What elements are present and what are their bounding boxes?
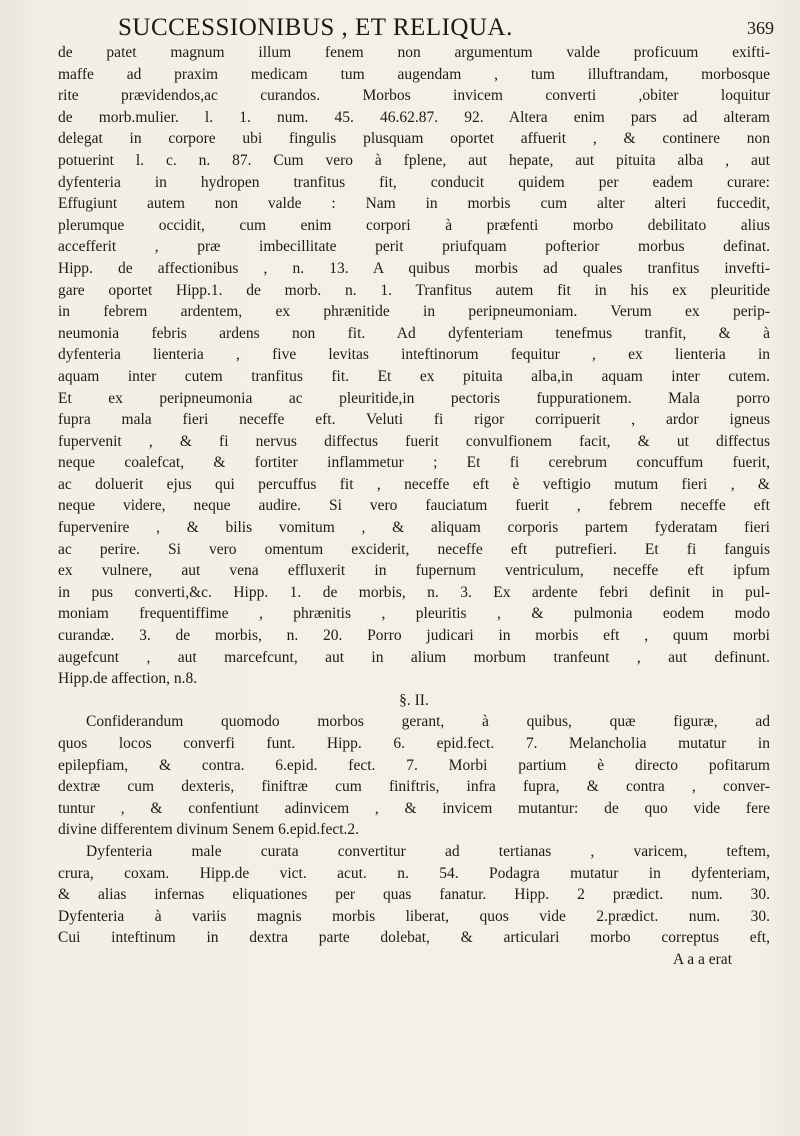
text-line: in febrem ardentem, ex phrænitide in peripneumoniam. Verum ex perip- (58, 303, 770, 321)
text-line: de morb.mulier. l. 1. num. 45. 46.62.87. 92. Altera enim pars ad alteram (58, 108, 770, 126)
text-line: accefferit , præ imbecillitate perit priufquam pofterior morbus definat. (58, 238, 770, 256)
text-line: crura, coxam. Hipp.de vict. acut. n. 54. Podagra mutatur in dyfenteriam, (58, 864, 770, 882)
running-head: SUCCESSIONIBUS , ET RELIQUA. (118, 14, 513, 41)
text-line: ac doluerit ejus qui percuffus fit , neceffe eft è veftigio mutum fieri , & (58, 475, 770, 493)
text-line: augefcunt , aut marcefcunt, aut in alium morbum tranfeunt , aut definunt. (58, 648, 770, 666)
text-line: maffe ad praxim medicam tum augendam , tum illuftrandam, morbosque (58, 65, 770, 83)
page-header (0, 8, 800, 42)
text-line: plerumque occidit, cum enim corpori à præfenti morbo debilitato alius (58, 216, 770, 234)
text-line: dextræ cum dexteris, finiftræ cum finiftris, infra fupra, & contra , conver- (58, 778, 770, 796)
body-text (58, 42, 770, 971)
text-line: moniam frequentiffime , phrænitis , pleuritis , & pulmonia eodem modo (58, 605, 770, 623)
text-line: epilepfiam, & contra. 6.epid. fect. 7. Morbi partium è directo pofitarum (58, 756, 770, 774)
text-line: neque videre, neque audire. Si vero fauciatum fuerit , febrem neceffe eft (58, 497, 770, 515)
text-line: ex vulnere, aut vena effluxerit in fupernum ventriculum, neceffe eft ipfum (58, 562, 770, 580)
text-line: fupervenit , & fi nervus diffectus fuerit convulfionem facit, & ut diffectus (58, 432, 770, 450)
text-line: delegat in corpore ubi fingulis plusquam oportet affuerit , & continere non (58, 130, 770, 148)
text-line: in pus converti,&c. Hipp. 1. de morbis, n. 3. Ex ardente febri definit in pul- (58, 583, 770, 601)
text-line: potuerint l. c. n. 87. Cum vero à fplene, aut hepate, aut pituita alba , aut (58, 151, 770, 169)
text-line: fupra mala fieri neceffe eft. Veluti fi rigor corripuerit , ardor igneus (58, 411, 770, 429)
text-line: divine differentem divinum Senem 6.epid.fect.2. (58, 821, 360, 839)
text-line: Hipp.de affection, n.8. (58, 670, 198, 688)
text-line: aquam inter cutem tranfitus fit. Et ex pituita alba,in aquam inter cutem. (58, 367, 770, 385)
text-line: Confiderandum quomodo morbos gerant, à quibus, quæ figuræ, ad (86, 713, 770, 731)
section-heading: §. II. (399, 691, 429, 709)
text-line: de patet magnum illum fenem non argumentum valde proficuum exifti- (58, 44, 770, 61)
text-line: Cui inteftinum in dextra parte dolebat, & articulari morbo correptus eft, (58, 929, 770, 947)
text-line: Dyfenteria à variis magnis morbis liberat, quos vide 2.prædict. num. 30. (58, 907, 770, 925)
text-line: gare oportet Hipp.1. de morb. n. 1. Tranfitus autem fit in his ex pleuritide (58, 281, 770, 299)
text-line: Hipp. de affectionibus , n. 13. A quibus morbis ad quales tranfitus invefti- (58, 259, 770, 277)
text-line: quos locos converfi funt. Hipp. 6. epid.fect. 7. Melancholia mutatur in (58, 735, 770, 752)
text-line: dyfenteria lienteria , five levitas inteftinorum fequitur , ex lienteria in (58, 346, 770, 364)
page-number: 369 (747, 18, 774, 38)
text-line: Et ex peripneumonia ac pleuritide,in pectoris fuppurationem. Mala porro (58, 389, 770, 407)
text-line: curandæ. 3. de morbis, n. 20. Porro judicari in morbis eft , quum morbi (58, 627, 770, 645)
text-line: Effugiunt autem non valde : Nam in morbis cum alter alteri fuccedit, (58, 195, 770, 213)
text-line: dyfenteria in hydropen tranfitus fit, conducit quidem per eadem curare: (58, 173, 770, 191)
text-line: tuntur , & confentiunt adinvicem , & invicem mutantur: de quo vide fere (58, 799, 770, 817)
text-line: rite prævidendos,ac curandos. Morbos invicem converti ,obiter loquitur (58, 87, 770, 105)
text-line: ac perire. Si vero omentum exciderit, neceffe eft putrefieri. Et fi fanguis (58, 540, 770, 558)
text-line: neque coalefcat, & fortiter inflammetur ; Et fi cerebrum concuffum fuerit, (58, 454, 770, 472)
text-line: neumonia febris ardens non fit. Ad dyfenteriam tenefmus tranfit, & à (58, 324, 770, 342)
catchword-line: A a a erat (673, 950, 732, 968)
text-line: fupervenire , & bilis vomitum , & aliquam corporis partem fyderatam fieri (58, 519, 770, 537)
text-line: Dyfenteria male curata convertitur ad tertianas , varicem, teftem, (86, 842, 770, 860)
text-line: & alias infernas eliquationes per quas fanatur. Hipp. 2 prædict. num. 30. (58, 886, 770, 904)
